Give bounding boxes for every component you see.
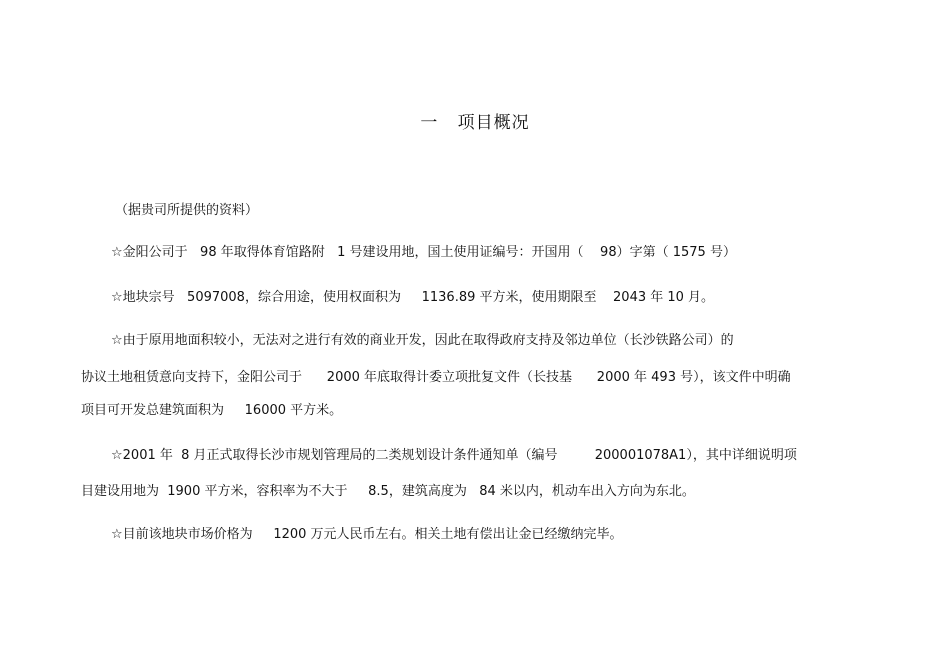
paragraph-land-acquisition: ☆金阳公司于 98 年取得体育馆路附 1 号建设用地，国土使用证编号：开国用（ 98）字第（ 1575 号） bbox=[111, 245, 736, 260]
paragraph-planning-line-2: 目建设用地为 1900 平方米，容积率为不大于 8.5，建筑高度为 84 米以内，机动车出入方向为东北。 bbox=[81, 484, 695, 499]
source-note: （据贵司所提供的资料） bbox=[115, 203, 259, 218]
paragraph-planning-line-1: ☆2001 年 8 月正式取得长沙市规划管理局的二类规划设计条件通知单（编号 200001078A1），其中详细说明项 bbox=[111, 448, 797, 463]
paragraph-plot-number: ☆地块宗号 5097008，综合用途，使用权面积为 1136.89 平方米，使用期限至 2043 年 10 月。 bbox=[111, 290, 715, 305]
paragraph-development-line-3: 项目可开发总建筑面积为 16000 平方米。 bbox=[81, 403, 343, 418]
paragraph-development-line-1: ☆由于原用地面积较小，无法对之进行有效的商业开发，因此在取得政府支持及邻边单位（长沙铁路公司）的 bbox=[111, 333, 734, 348]
paragraph-market-price: ☆目前该地块市场价格为 1200 万元人民币左右。相关土地有偿出让金已经缴纳完毕。 bbox=[111, 527, 623, 542]
section-title: 一 项目概况 bbox=[420, 113, 530, 133]
paragraph-development-line-2: 协议土地租赁意向支持下，金阳公司于 2000 年底取得计委立项批复文件（长技基 2000 年 493 号），该文件中明确 bbox=[81, 370, 791, 385]
